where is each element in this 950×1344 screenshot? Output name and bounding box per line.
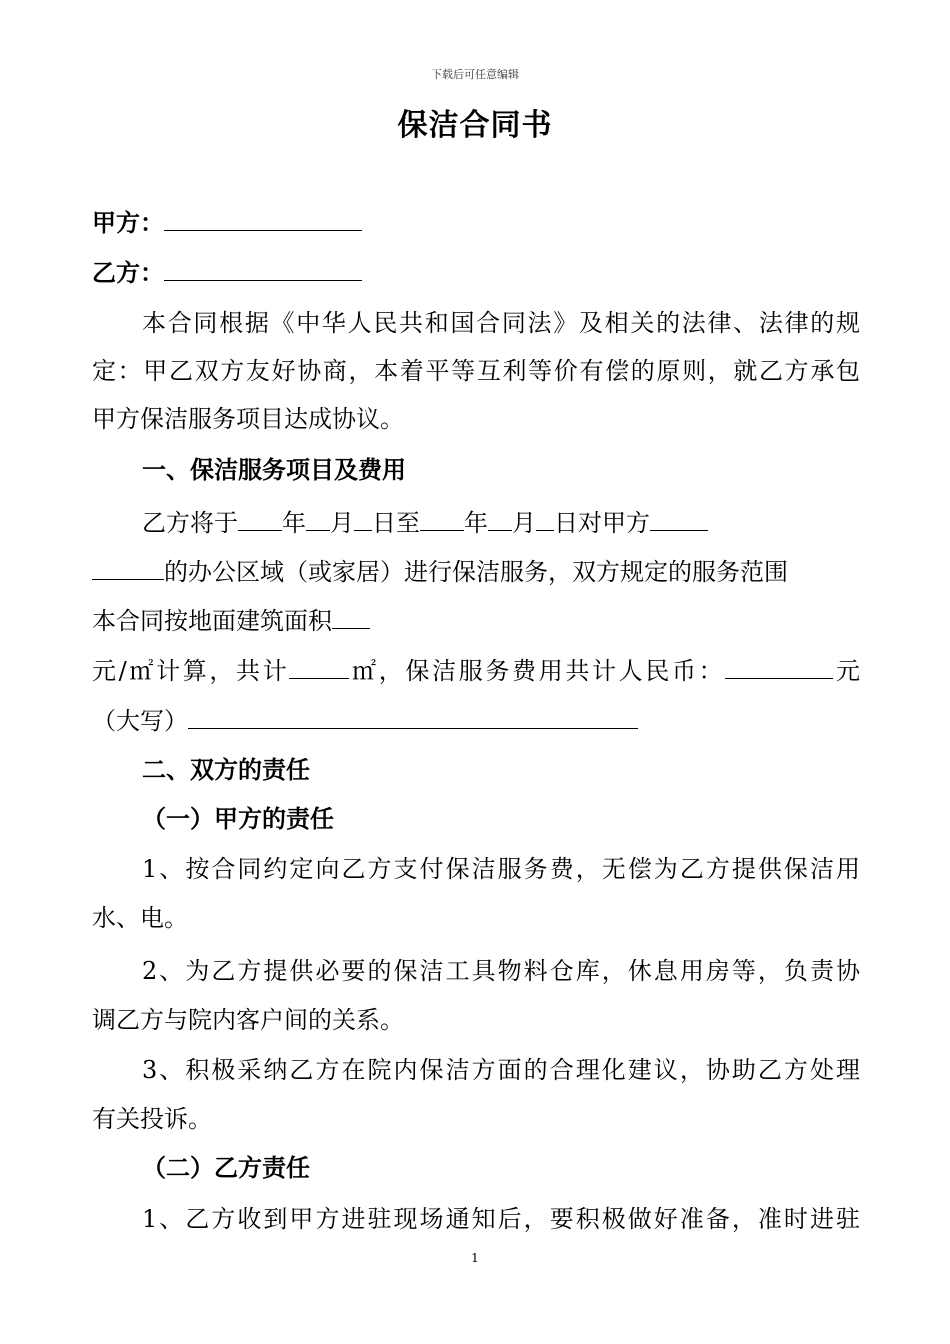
sub-a-item3-line1: 3、积极采纳乙方在院内保洁方面的合理化建议，协助乙方处理 <box>142 1056 860 1084</box>
sub-a-item3-line2: 有关投诉。 <box>92 1105 212 1133</box>
text-segment: （大写） <box>92 707 188 735</box>
party-b-line <box>92 256 860 288</box>
blank-year <box>420 506 464 531</box>
party-a-label: 甲方： <box>92 209 164 237</box>
text-segment: ㎡，保洁服务费用共计人民币： <box>349 657 726 685</box>
blank-day <box>354 506 372 531</box>
blank-day <box>536 506 554 531</box>
document-title: 保洁合同书 <box>397 108 553 143</box>
text-segment: 年 <box>282 509 306 537</box>
text-segment: 日至 <box>372 509 420 537</box>
blank-amount <box>725 654 833 679</box>
sub-b-item1-line1: 1、乙方收到甲方进驻现场通知后，要积极做好准备，准时进驻 <box>142 1205 860 1233</box>
party-a-blank <box>164 206 362 231</box>
blank-area-price <box>332 604 370 629</box>
intro-line-1: 本合同根据《中华人民共和国合同法》及相关的法律、法律的规 <box>142 309 860 337</box>
section1-heading: 一、保洁服务项目及费用 <box>142 456 406 484</box>
blank-area <box>289 654 349 679</box>
text-segment: 本合同按地面建筑面积 <box>92 607 332 635</box>
section1-line2 <box>92 555 860 587</box>
party-b-blank <box>164 256 362 281</box>
blank-month <box>488 506 512 531</box>
text-segment: 日对甲方 <box>554 509 650 537</box>
text-segment: 年 <box>464 509 488 537</box>
sub-a-item2-line1: 2、为乙方提供必要的保洁工具物料仓库，休息用房等，负责协 <box>142 957 860 985</box>
section2-sub-a-heading: （一）甲方的责任 <box>142 805 334 833</box>
header-note: 下载后可任意编辑 <box>431 68 519 81</box>
sub-a-item1-line2: 水、电。 <box>92 904 188 932</box>
intro-line-3: 甲方保洁服务项目达成协议。 <box>92 405 404 433</box>
section1-line5 <box>92 704 860 736</box>
section1-line1 <box>142 506 860 538</box>
section1-line4 <box>92 654 860 686</box>
sub-a-item1-line1: 1、按合同约定向乙方支付保洁服务费，无偿为乙方提供保洁用 <box>142 855 860 883</box>
intro-line-2: 定：甲乙双方友好协商，本着平等互利等价有偿的原则，就乙方承包 <box>92 357 860 385</box>
party-a-line <box>92 206 860 238</box>
blank-year <box>238 506 282 531</box>
blank-party-a <box>650 506 708 531</box>
blank-location <box>92 555 164 580</box>
party-b-label: 乙方： <box>92 259 164 287</box>
section1-line3 <box>92 604 860 636</box>
text-segment: 乙方将于 <box>142 509 238 537</box>
blank-amount-words <box>188 704 638 729</box>
text-segment: 月 <box>330 509 354 537</box>
text-segment: 的办公区域（或家居）进行保洁服务，双方规定的服务范围 <box>164 558 788 586</box>
page-number: 1 <box>471 1251 479 1265</box>
text-segment: 月 <box>512 509 536 537</box>
text-segment: 元 <box>833 657 861 685</box>
section2-heading: 二、双方的责任 <box>142 756 310 784</box>
text-segment: 元/㎡计算，共计 <box>92 657 290 685</box>
sub-a-item2-line2: 调乙方与院内客户间的关系。 <box>92 1006 404 1034</box>
blank-month <box>306 506 330 531</box>
section2-sub-b-heading: （二）乙方责任 <box>142 1154 310 1182</box>
